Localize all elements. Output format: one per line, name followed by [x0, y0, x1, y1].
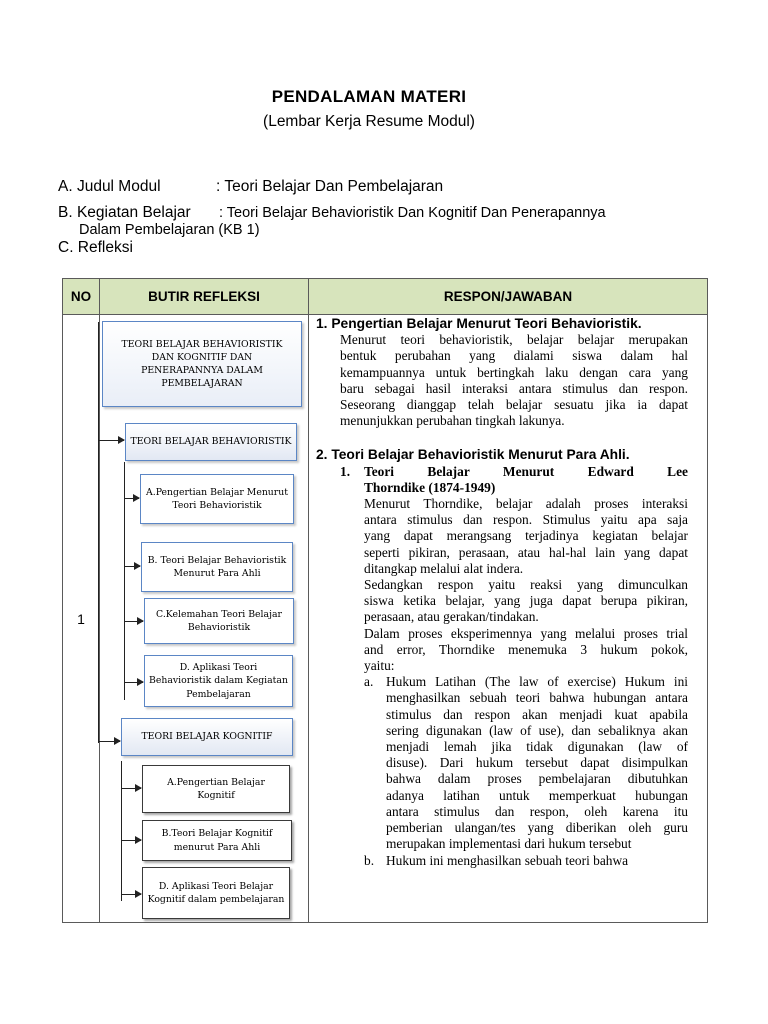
module-title-label: A. Judul Modul — [58, 178, 161, 195]
s1-line: Seseorang dianggap telah belajar sesuatu jika ia dapat — [340, 397, 688, 413]
s1-line: menunjukkan perubahan tingkah lakunya. — [340, 413, 565, 429]
reflection-label: C. Refleksi — [58, 239, 133, 256]
s1-line: baru sebagai hasil interaksi antara stimulus dan respon. — [340, 380, 688, 396]
a-line: menghasilkan sebuah teori bahwa hubungan antara — [386, 690, 688, 706]
p1-line: ditangkap melalui alat indera. — [364, 560, 524, 576]
sub-heading-line1: Teori Belajar Menurut Edward Lee — [364, 463, 688, 479]
module-title-value: : Teori Belajar Dan Pembelajaran — [216, 178, 444, 195]
a-line: bahwa dalam proses pembelajaran dibutuhkan — [386, 771, 688, 787]
section-2-heading: 2. Teori Belajar Behavioristik Menurut Para Ahli. — [316, 447, 630, 463]
a-line: adanya latihan untuk memperkuat hubungan — [386, 787, 688, 803]
p2-line: Sedangkan respon yaitu reaksi yang dimunculkan — [364, 577, 688, 593]
item-b-marker: b. — [364, 852, 375, 868]
s1-line: bentuk perubahan yang dialami siswa dalam hal — [340, 348, 688, 364]
p1-line: yang dapat merangsang terjadinya kegiatan belajar — [364, 528, 688, 544]
arrow-kog-b — [122, 840, 141, 841]
b-line: Hukum ini menghasilkan sebuah teori bahwa — [386, 852, 629, 868]
behav-item-c: C.Kelemahan Teori Belajar Behavioristik — [144, 598, 294, 644]
a-line: disuse). Dari hukum tersebut dapat disimpulkan — [386, 755, 688, 771]
arrow-kog-a — [122, 788, 141, 789]
header-butir: BUTIR REFLEKSI — [100, 279, 309, 315]
arrow-kog-d — [122, 894, 141, 895]
a-line: antara stimulus dan respon, oleh karena itu — [386, 803, 688, 819]
root-concept-box: TEORI BELAJAR BEHAVIORISTIK DAN KOGNITIF DAN PENERAPANNYA DALAM PEMBELAJARAN — [102, 321, 302, 407]
behav-item-a: A.Pengertian Belajar Menurut Teori Behavioristik — [140, 474, 294, 524]
p3-line: Dalam proses eksperimennya yang melalui proses trial — [364, 625, 688, 641]
activity-value-line2: Dalam Pembelajaran (KB 1) — [79, 222, 260, 238]
p2-line: perasaan, atau gerakan/tindakan. — [364, 609, 539, 625]
response-text — [316, 316, 688, 869]
header-respon: RESPON/JAWABAN — [309, 279, 708, 315]
arrow-behav-a — [125, 498, 139, 499]
p2-line: siswa ketika belajar, yang juga dapat berupa pikiran, — [364, 593, 688, 609]
s1-line: Menurut teori behavioristik, belajar belajar merupakan — [340, 332, 688, 348]
main-trunk-line — [98, 322, 99, 743]
a-line: merupakan implementasi dari hukum tersebut — [386, 836, 632, 852]
p3-line: and error, Thorndike menemuka 3 hukum pokok, — [364, 641, 688, 657]
p1-line: Menurut Thorndike, belajar adalah proses interaksi — [364, 496, 688, 512]
row-number: 1 — [63, 315, 100, 923]
arrow-to-behav — [99, 440, 124, 441]
a-line: pemberian ulangan/tes yang diberikan oleh guru — [386, 820, 688, 836]
arrow-to-kog — [99, 741, 120, 742]
p3-line: yaitu: — [364, 658, 395, 674]
kog-item-d: D. Aplikasi Teori Belajar Kognitif dalam pembelajaran — [142, 867, 290, 919]
sub-heading-line2: Thorndike (1874-1949) — [364, 479, 496, 495]
arrow-behav-c — [125, 621, 143, 622]
page-title: PENDALAMAN MATERI — [271, 87, 467, 106]
a-line: menjadi lemah jika tidak digunakan (law of — [386, 739, 688, 755]
behav-item-b: B. Teori Belajar Behavioristik Menurut Para Ahli — [141, 542, 293, 592]
page-subtitle: (Lembar Kerja Resume Modul) — [263, 113, 475, 130]
kog-item-b: B.Teori Belajar Kognitif menurut Para Ahli — [142, 820, 292, 861]
p1-line: antara stimulus dan respon. Stimulus yaitu apa saja — [364, 512, 688, 528]
kog-branch-line — [121, 761, 122, 901]
s1-line: kemampuannya untuk bertingkah laku dengan cara yang — [340, 364, 688, 380]
kog-box: TEORI BELAJAR KOGNITIF — [121, 718, 293, 756]
sub-number: 1. — [340, 463, 351, 479]
p1-line: seperti pikiran, perasaan, atau hal-hal lain yang dapat — [364, 544, 688, 560]
item-a-marker: a. — [364, 674, 374, 690]
activity-label: B. Kegiatan Belajar — [58, 204, 191, 221]
a-line: Hukum Latihan (The law of exercise) Hukum ini — [386, 674, 688, 690]
behav-box: TEORI BELAJAR BEHAVIORISTIK — [125, 423, 297, 461]
arrow-behav-b — [125, 566, 140, 567]
a-line: stimulus dan respon akan menjadi kuat apabila — [386, 706, 688, 722]
activity-value-line1: : Teori Belajar Behavioristik Dan Kognitif Dan Penerapannya — [219, 205, 606, 221]
header-no: NO — [63, 279, 100, 315]
section-1-heading: 1. Pengertian Belajar Menurut Teori Behavioristik. — [316, 316, 642, 331]
kog-item-a: A.Pengertian Belajar Kognitif — [142, 765, 290, 813]
a-line: sering digunakan (law of use), dan sebaliknya akan — [386, 722, 688, 738]
arrow-behav-d — [125, 682, 143, 683]
behav-item-d: D. Aplikasi Teori Behavioristik dalam Kegiatan Pembelajaran — [144, 655, 293, 707]
